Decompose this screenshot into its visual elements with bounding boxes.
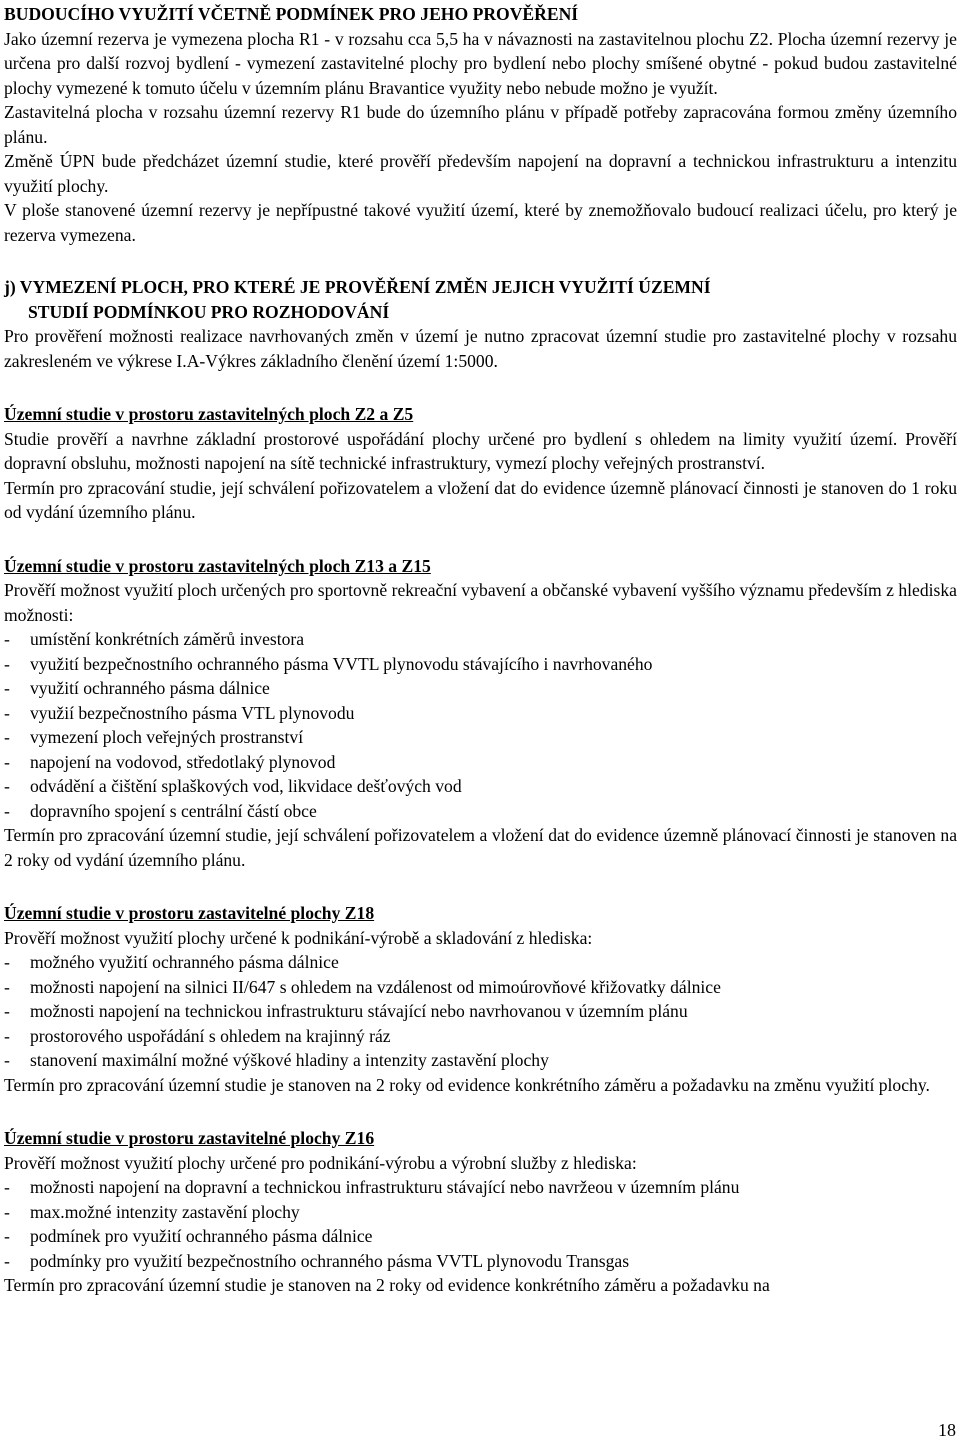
list-item: - vymezení ploch veřejných prostranství <box>4 725 957 750</box>
list-item: - stanovení maximální možné výškové hladiny a intenzity zastavění plochy <box>4 1048 957 1073</box>
list-item: - napojení na vodovod, středotlaký plynovod <box>4 750 957 775</box>
intro-paragraph-2: Zastavitelná plocha v rozsahu územní rezervy R1 bude do územního plánu v případě potřeby zapracována formou změny územního plánu. <box>4 102 957 147</box>
study-intro-z13-z15: Prověří možnost využití ploch určených pro sportovně rekreační vybavení a občanské vybavení vyššího významu především z hlediska možnosti: <box>4 580 957 625</box>
study-list-z16 <box>4 1175 957 1273</box>
list-item: - využií bezpečnostního pásma VTL plynovodu <box>4 701 957 726</box>
intro-heading: BUDOUCÍHO VYUŽITÍ VČETNĚ PODMÍNEK PRO JEHO PROVĚŘENÍ <box>4 4 579 24</box>
study-list-z18 <box>4 950 957 1073</box>
section-j-text: Pro prověření možnosti realizace navrhovaných změn v území je nutno zpracovat územní studie pro zastavitelné plochy v rozsahu zakresleném ve výkrese I.A-Výkres základního členění území 1:5000. <box>4 326 957 371</box>
study-list-z13-z15 <box>4 627 957 823</box>
section-j-title-line2: STUDIÍ PODMÍNKOU PRO ROZHODOVÁNÍ <box>28 301 390 322</box>
study-deadline-z2-z5: Termín pro zpracování studie, její schválení pořizovatelem a vložení dat do evidence územně plánovací činnosti je stanoven do 1 roku od vydání územního plánu. <box>4 477 957 522</box>
study-title-z18: Územní studie v prostoru zastavitelné plochy Z18 <box>4 903 375 923</box>
list-item: - využití bezpečnostního ochranného pásma VVTL plynovodu stávajícího i navrhovaného <box>4 652 957 677</box>
study-intro-z2-z5: Studie prověří a navrhne základní prostorové uspořádání plochy určené pro bydlení s ohledem na limity využití území. Prověří dopravní obsluhu, možnosti napojení na sítě technické infrastruktury, vymezí plochy veřejných prostranství. <box>4 428 957 473</box>
intro-paragraph-1: Jako územní rezerva je vymezena plocha R1 - v rozsahu cca 5,5 ha v návaznosti na zastavitelnou plochu Z2. Plocha územní rezervy je určena pro další rozvoj bydlení - vymezení zastavitelné plochy pro bydlení nebo plochy smíšené obytné - pokud budou zastavitelné plochy vymezené k tomuto účelu v územním plánu Bravantice využity nebo nebude možno je využít. <box>4 28 957 98</box>
study-deadline-z16: Termín pro zpracování územní studie je stanoven na 2 roky od evidence konkrétního záměru a požadavku na <box>4 1275 770 1295</box>
study-intro-z16: Prověří možnost využití plochy určené pro podnikání-výrobu a výrobní služby z hlediska: <box>4 1152 637 1173</box>
study-intro-z18: Prověří možnost využití plochy určené k podnikání-výrobě a skladování z hlediska: <box>4 927 593 948</box>
list-item: - podmínek pro využití ochranného pásma dálnice <box>4 1224 957 1249</box>
page-number: 18 <box>938 1419 956 1440</box>
list-item: - max.možné intenzity zastavění plochy <box>4 1200 957 1225</box>
study-title-z16: Územní studie v prostoru zastavitelné plochy Z16 <box>4 1128 375 1148</box>
study-deadline-z13-z15: Termín pro zpracování územní studie, její schválení pořizovatelem a vložení dat do evidence územně plánovací činnosti je stanoven na 2 roky od vydání územního plánu. <box>4 825 957 870</box>
section-j-title-line1: j) VYMEZENÍ PLOCH, PRO KTERÉ JE PROVĚŘENÍ ZMĚN JEJICH VYUŽITÍ ÚZEMNÍ <box>4 277 711 297</box>
section-j-title <box>4 275 957 324</box>
document-page <box>4 2 957 1298</box>
list-item: - možného využití ochranného pásma dálnice <box>4 950 957 975</box>
study-deadline-z18: Termín pro zpracování územní studie je stanoven na 2 roky od evidence konkrétního záměru a požadavku na změnu využití plochy. <box>4 1074 930 1095</box>
study-title-z2-z5: Územní studie v prostoru zastavitelných ploch Z2 a Z5 <box>4 404 414 424</box>
list-item: - odvádění a čištění splaškových vod, likvidace dešťových vod <box>4 774 957 799</box>
study-title-z13-z15: Územní studie v prostoru zastavitelných ploch Z13 a Z15 <box>4 555 431 576</box>
list-item: - podmínky pro využití bezpečnostního ochranného pásma VVTL plynovodu Transgas <box>4 1249 957 1274</box>
list-item: - dopravního spojení s centrální částí obce <box>4 799 957 824</box>
intro-paragraph-4: V ploše stanovené územní rezervy je nepřípustné takové využití území, které by znemožňovalo budoucí realizaci účelu, pro který je rezerva vymezena. <box>4 200 957 245</box>
intro-paragraph-3: Změně ÚPN bude předcházet územní studie, které prověří především napojení na dopravní a technickou infrastrukturu a intenzitu využití plochy. <box>4 151 957 196</box>
list-item: - možnosti napojení na technickou infrastrukturu stávající nebo navrhovanou v územním plánu <box>4 999 957 1024</box>
list-item: - prostorového uspořádání s ohledem na krajinný ráz <box>4 1024 957 1049</box>
list-item: - možnosti napojení na silnici II/647 s ohledem na vzdálenost od mimoúrovňové křižovatky dálnice <box>4 975 957 1000</box>
list-item: - umístění konkrétních záměrů investora <box>4 627 957 652</box>
list-item: - možnosti napojení na dopravní a technickou infrastrukturu stávající nebo navržeou v územním plánu <box>4 1175 957 1200</box>
list-item: - využití ochranného pásma dálnice <box>4 676 957 701</box>
